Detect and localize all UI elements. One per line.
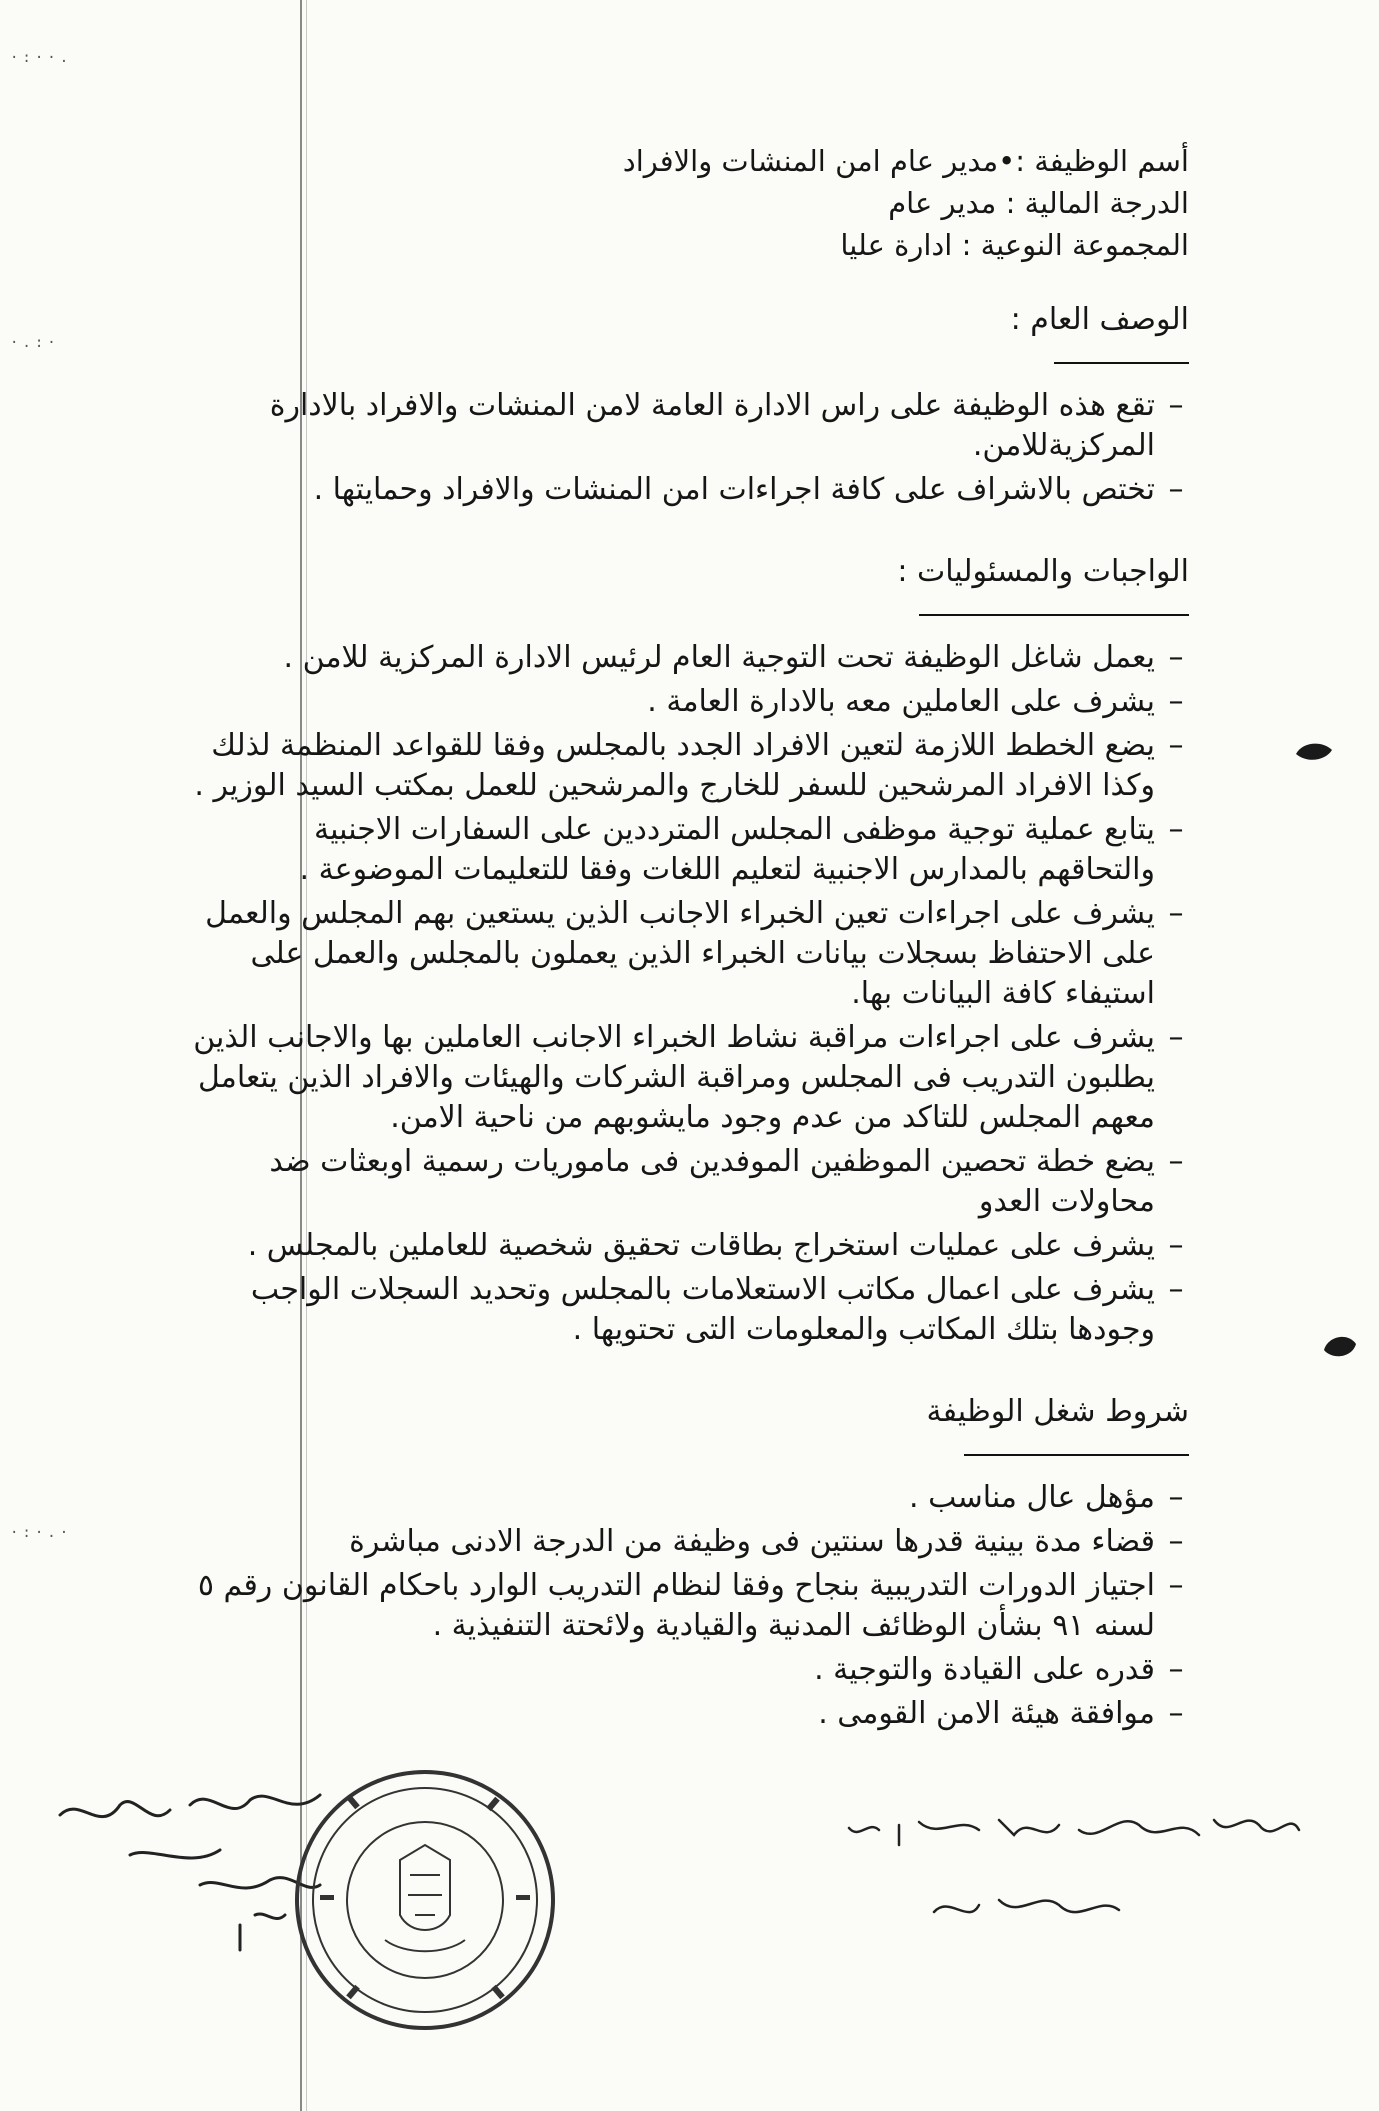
requirements-section [189,1392,1189,1734]
list-item: – تختص بالاشراف على كافة اجراءات امن المنشات والافراد وحمايتها . [313,472,1184,507]
list-item: – يضع الخطط اللازمة لتعين الافراد الجدد بالمجلس وفقا للقواعد المنظمة لذلك وكذا الافراد المرشحين للسفر للخارج والمرشحين للعمل بمكتب السيد الوزير . [194,728,1184,803]
section-heading: الواجبات والمسئوليات : [897,554,1189,589]
list-item: – قدره على القيادة والتوجية . [814,1652,1184,1687]
general-description-list [189,386,1189,510]
heading-underline [964,1454,1189,1456]
requirements-list [189,1478,1189,1734]
list-item: – يشرف على اعمال مكاتب الاستعلامات بالمجلس وتحديد السجلات الواجب وجودها بتلك المكاتب والمعلومات التى تحتويها . [250,1272,1184,1347]
job-header [189,140,1189,266]
duties-list [189,638,1189,1350]
scan-specks: ·:·.· [10,1525,73,1541]
list-item: – تقع هذه الوظيفة على راس الادارة العامة لامن المنشات والافراد بالادارة المركزيةللامن. [269,388,1184,463]
heading-underline [919,614,1189,616]
list-item: – يشرف على العاملين معه بالادارة العامة . [647,684,1184,719]
list-item: – مؤهل عال مناسب . [909,1480,1184,1515]
ink-blot-icon [1292,738,1336,768]
list-item: – يضع خطة تحصين الموظفين الموفدين فى ماموريات رسمية اوبعثات ضد محاولات العدو [269,1144,1184,1219]
scan-specks: ·:··. [10,50,73,66]
list-item: – يتابع عملية توجية موظفى المجلس المترددين على السفارات الاجنبية والتحاقهم بالمدارس الاجنبية لتعليم اللغات وفقا للتعليمات الموضوعة . [299,812,1184,887]
official-seal [290,1765,560,2035]
heading-underline [1054,362,1189,364]
section-heading: الوصف العام : [1010,302,1189,337]
document-body [189,140,1189,1738]
general-description-section [189,300,1189,510]
scan-specks: ·.:· [10,335,60,351]
job-group: المجموعة النوعية : ادارة عليا [840,228,1189,262]
job-title: أسم الوظيفة :•مدير عام امن المنشات والافراد [622,144,1189,178]
list-item: – يشرف على اجراءات تعين الخبراء الاجانب الذين يستعين بهم المجلس والعمل على الاحتفاظ بسجلات بيانات الخبراء الذين يعملون بالمجلس والعمل على استيفاء كافة البيانات بها. [205,896,1184,1011]
list-item: – يعمل شاغل الوظيفة تحت التوجية العام لرئيس الادارة المركزية للامن . [283,640,1184,675]
job-grade: الدرجة المالية : مدير عام [888,186,1189,220]
list-item: – اجتياز الدورات التدريبية بنجاح وفقا لنظام التدريب الوارد باحكام القانون رقم ٥ لسنه ٩١ بشأن الوظائف المدنية والقيادية ولائحتة التنفيذية . [197,1568,1184,1643]
list-item: – يشرف على عمليات استخراج بطاقات تحقيق شخصية للعاملين بالمجلس . [247,1228,1184,1263]
ink-blot-icon [1320,1330,1360,1364]
list-item: – يشرف على اجراءات مراقبة نشاط الخبراء الاجانب العاملين بها والاجانب الذين يطلبون التدريب فى المجلس ومراقبة الشركات والهيئات والافراد الذين يتعامل معهم المجلس للتاكد من عدم وجود مايشوبهم من ناحية الامن. [193,1020,1184,1135]
section-heading: شروط شغل الوظيفة [926,1394,1189,1429]
handwritten-note-right [819,1800,1339,1960]
list-item: – قضاء مدة بينية قدرها سنتين فى وظيفة من الدرجة الادنى مباشرة [349,1524,1184,1559]
duties-section [189,552,1189,1350]
list-item: – موافقة هيئة الامن القومى . [818,1696,1184,1731]
